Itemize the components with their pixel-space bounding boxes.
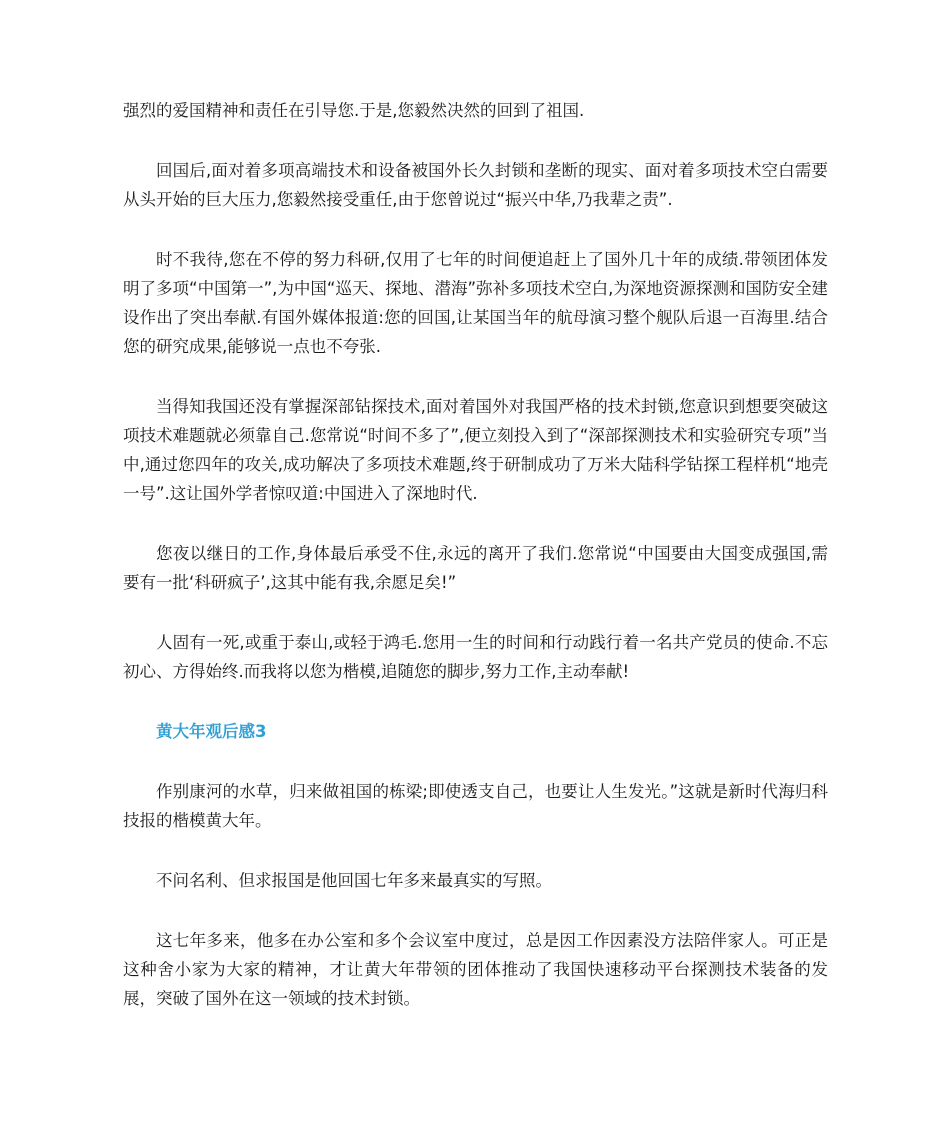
document-body [123,96,828,1044]
paragraph: 回国后,面对着多项高端技术和设备被国外长久封锁和垄断的现实、面对着多项技术空白需要从头开始的巨大压力,您毅然接受重任,由于您曾说过“振兴中华,乃我辈之责”. [123,161,828,209]
paragraph: 时不我待,您在不停的努力科研,仅用了七年的时间便追赶上了国外几十年的成绩.带领团体发明了多项“中国第一”,为中国“巡天、探地、潜海”弥补多项技术空白,为深地资源探测和国防安全建设作出了突出奉献.有国外媒体报道:您的回国,让某国当年的航母演习整个舰队后退一百海里.结合您的研究成果,能够说一点也不夸张. [123,250,828,356]
paragraph: 您夜以继日的工作,身体最后承受不住,永远的离开了我们.您常说“中国要由大国变成强国,需要有一批‘科研疯子’,这其中能有我,余愿足矣!” [123,544,828,592]
paragraph: 这七年多来，他多在办公室和多个会议室中度过，总是因工作因素没方法陪伴家人。可正是这种舍小家为大家的精神，才让黄大年带领的团体推动了我国快速移动平台探测技术装备的发展，突破了国外在这一领域的技术封锁。 [123,931,828,1008]
paragraph: 强烈的爱国精神和责任在引导您.于是,您毅然决然的回到了祖国. [123,101,585,120]
paragraph: 作别康河的水草，归来做祖国的栋梁;即使透支自己，也要让人生发光。”这就是新时代海归科技报的楷模黄大年。 [123,782,828,830]
paragraph: 当得知我国还没有掌握深部钻探技术,面对着国外对我国严格的技术封锁,您意识到想要突破这项技术难题就必须靠自己.您常说“时间不多了”,便立刻投入到了“深部探测技术和实验研究专项”当中,通过您四年的攻关,成功解决了多项技术难题,终于研制成功了万米大陆科学钻探工程样机“地壳一号”.这让国外学者惊叹道:中国进入了深地时代. [123,397,828,503]
paragraph: 人固有一死,或重于泰山,或轻于鸿毛.您用一生的时间和行动践行着一名共产党员的使命.不忘初心、方得始终.而我将以您为楷模,追随您的脚步,努力工作,主动奉献! [123,633,828,681]
section-heading: 黄大年观后感3 [156,722,267,741]
paragraph: 不问名利、但求报国是他回国七年多来最真实的写照。 [156,871,552,890]
